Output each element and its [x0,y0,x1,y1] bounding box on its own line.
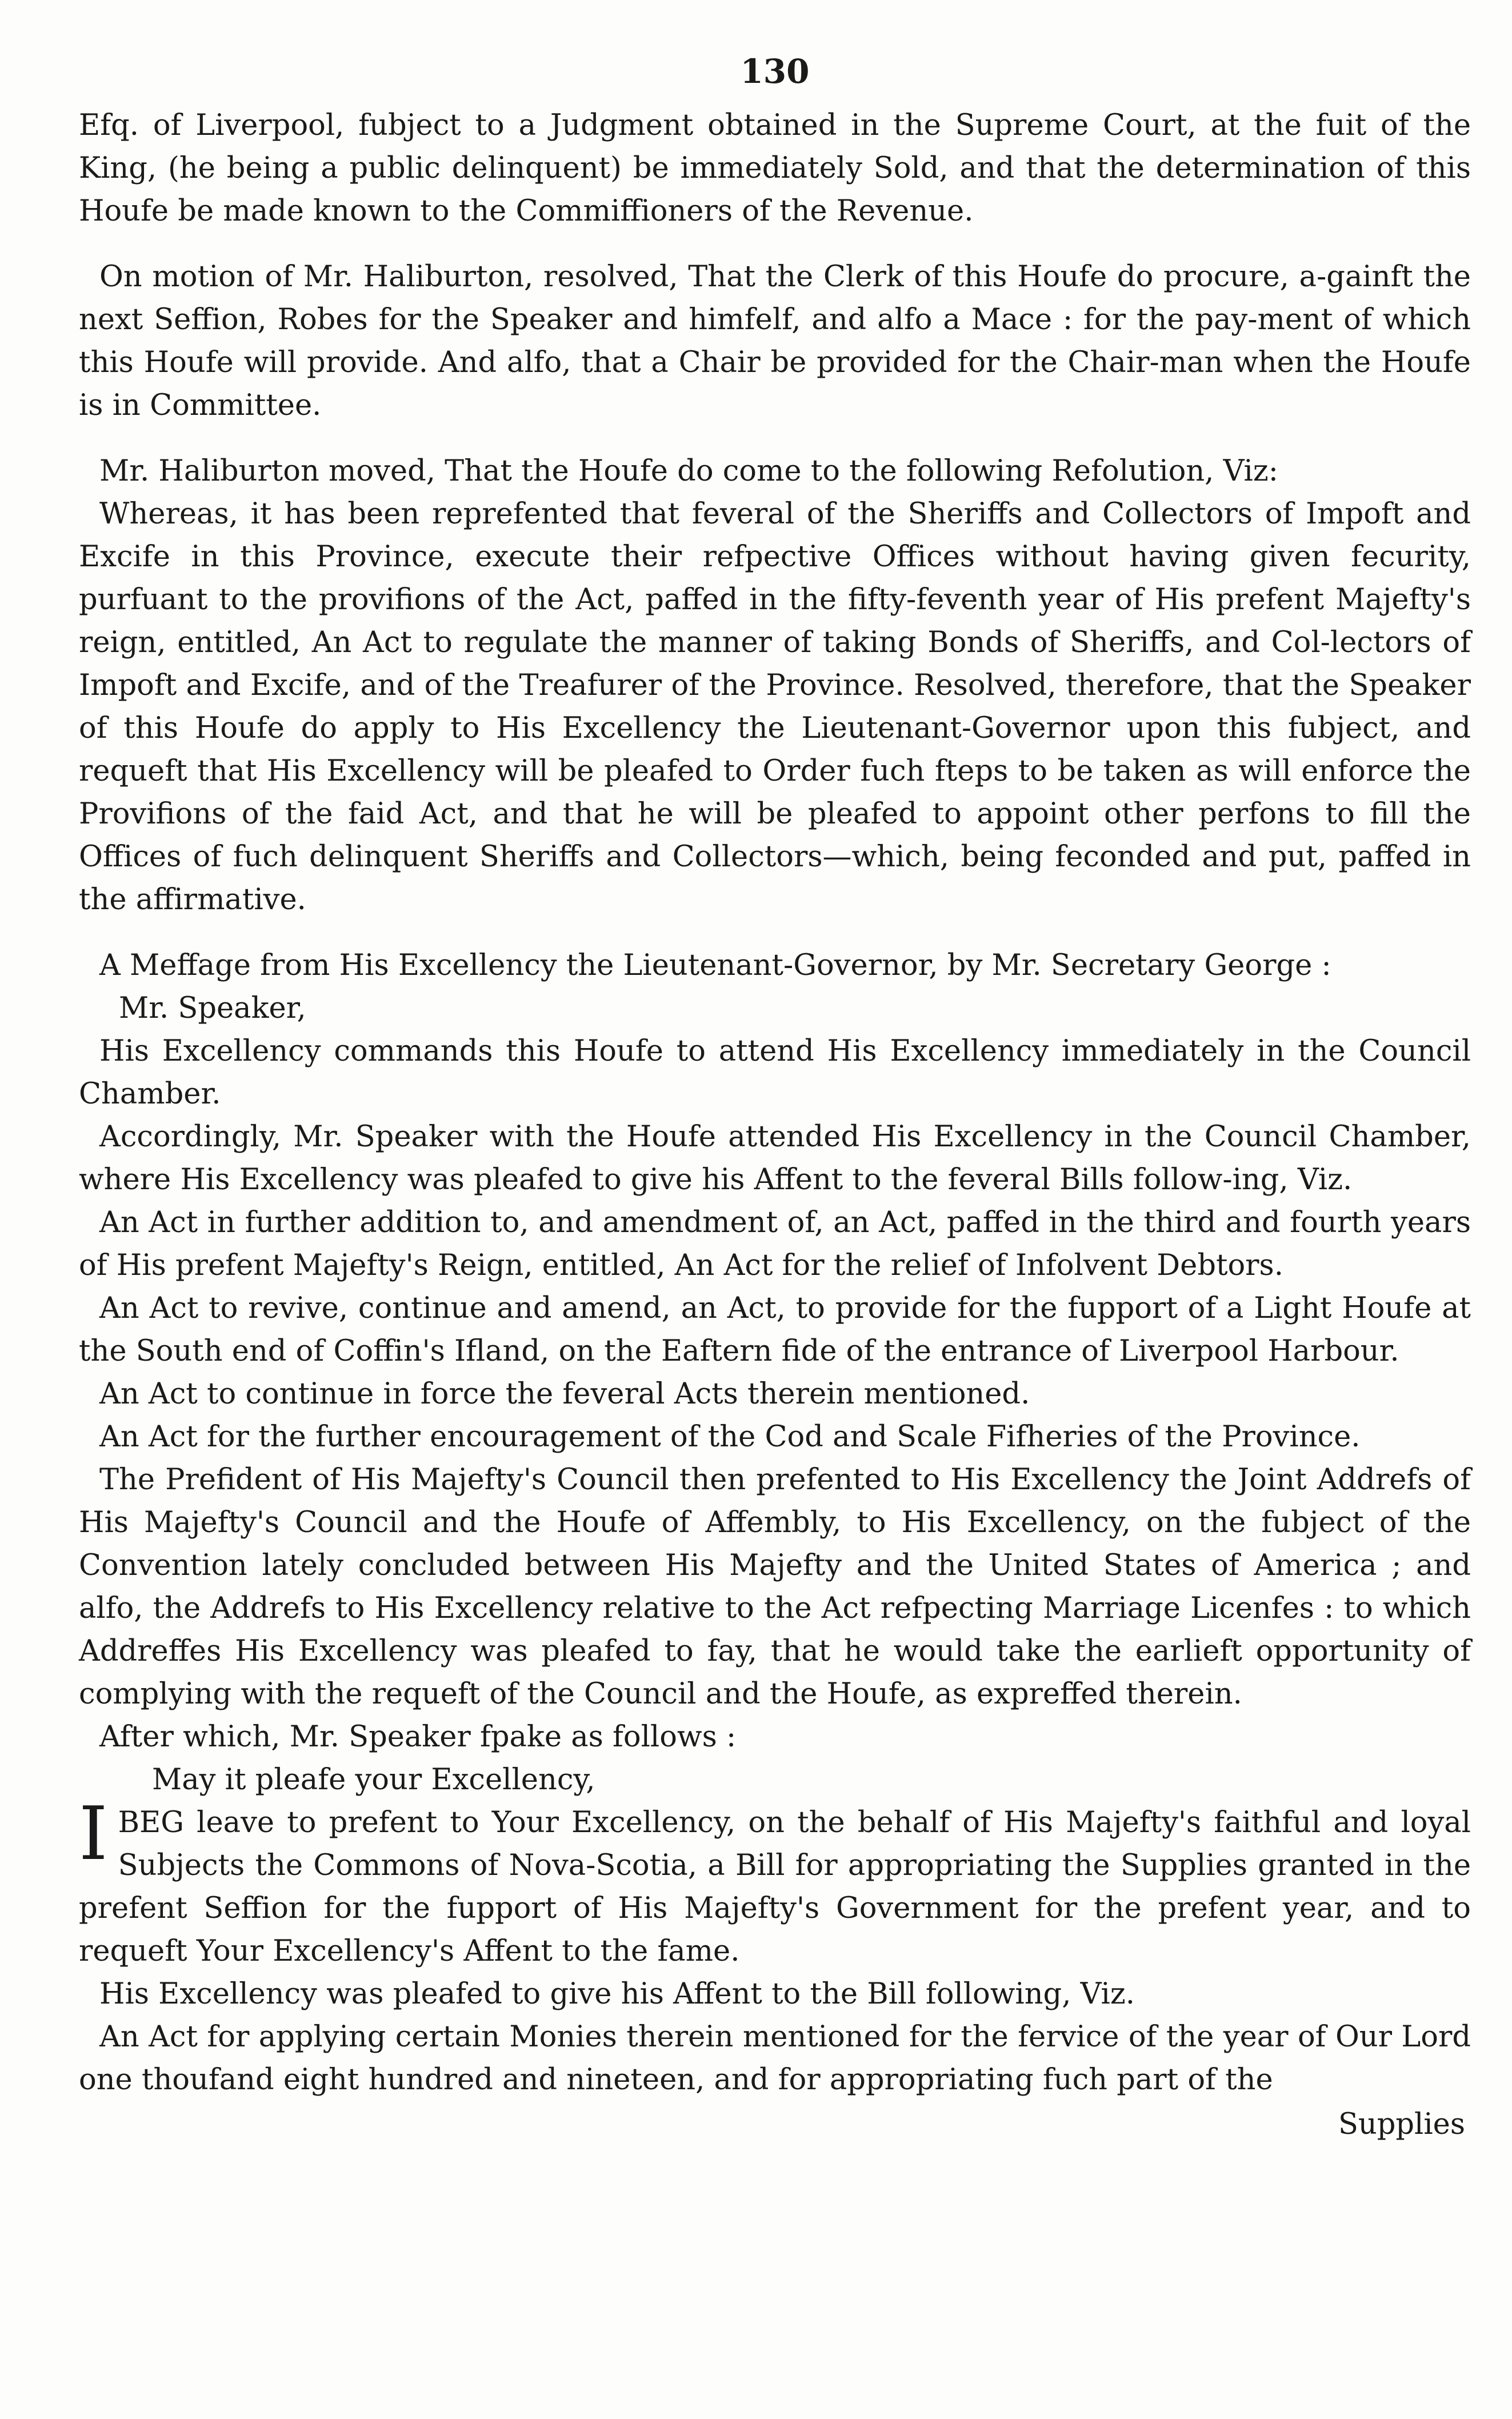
paragraph-after-which: After which, Mr. Speaker fpake as follows : [99,1720,737,1754]
paragraph-speech [79,1792,1471,1973]
paragraph-act-continue: An Act to continue in force the feveral Acts therein mentioned. [99,1377,1030,1411]
paragraph-continuation: Efq. of Liverpool, fubject to a Judgment obtained in the Supreme Court, at the fuit of the King, (he being a public delinquent) be immediately Sold, and that the determination of this Houfe be made known to the Commiffioners of the Revenue. [79,109,1471,228]
paragraph-act-fisheries: An Act for the further encouragement of the Cod and Scale Fifheries of the Province. [99,1420,1361,1454]
paragraph-whereas: Whereas, it has been reprefented that feveral of the Sheriffs and Collectors of Impoft and Excife in this Province, execute their refpective Offices without having given fecurity, purfuant to the provifions of the Act, paffed in the fifty-feventh year of His prefent Majefty's reign, entitled, An Act to regulate the manner of taking Bonds of Sheriffs, and Col-lectors of Impoft and Excife, and of the Treafurer of the Province. Resolved, therefore, that the Speaker of this Houfe do apply to His Excellency the Lieutenant-Governor upon this fubject, and requeft that His Excellency will be pleafed to Order fuch fteps to be taken as will enforce the Provifions of the faid Act, and that he will be pleafed to appoint other perfons to fill the Offices of fuch delinquent Sheriffs and Collectors—which, being feconded and put, paffed in the affirmative. [79,497,1471,917]
paragraph-salutation: Mr. Speaker, [119,991,306,1025]
paragraph-may-it-please: May it pleafe your Excellency, [152,1763,595,1797]
paragraph-act-insolvent: An Act in further addition to, and amendment of, an Act, paffed in the third and fourth years of His prefent Majefty's Reign, entitled, An Act for the relief of Infolvent Debtors. [79,1206,1471,1282]
speech-text: BEG leave to prefent to Your Excellency, on the behalf of His Majefty's faithful and loyal Subjects the Commons of Nova-Scotia, a Bill for appropriating the Supplies granted in the prefent Seffion for the fupport of His Majefty's Government for the prefent year, and to requeft Your Excellency's Affent to the fame. [79,1806,1471,1968]
paragraph-robes-motion: On motion of Mr. Haliburton, resolved, That the Clerk of this Houfe do procure, a-gainft the next Seffion, Robes for the Speaker and himfelf, and alfo a Mace : for the pay-ment of which this Houfe will provide. And alfo, that a Chair be provided for the Chair-man when the Houfe is in Committee. [79,260,1471,422]
paragraph-act-monies: An Act for applying certain Monies therein mentioned for the fervice of the year of Our Lord one thoufand eight hundred and nineteen, and for appropriating fuch part of the [79,2020,1471,2097]
paragraph-commands: His Excellency commands this Houfe to attend His Excellency immediately in the Council Chamber. [79,1034,1471,1111]
paragraph-assent: His Excellency was pleafed to give his Affent to the Bill following, Viz. [99,1977,1135,2011]
paragraph-resolution-motion: Mr. Haliburton moved, That the Houfe do come to the following Refolution, Viz: [99,454,1278,488]
drop-cap: I [79,1792,108,1877]
paragraph-act-lighthouse: An Act to revive, continue and amend, an Act, to provide for the fupport of a Light Houfe at the South end of Coffin's Ifland, on the Eaftern fide of the entrance of Liverpool Harbour. [79,1292,1471,1368]
page-number: 130 [740,52,810,91]
paragraph-accordingly: Accordingly, Mr. Speaker with the Houfe attended His Excellency in the Council Chamber, where His Excellency was pleafed to give his Affent to the feveral Bills follow-ing, Viz. [79,1120,1471,1197]
paragraph-message: A Meffage from His Excellency the Lieutenant-Governor, by Mr. Secretary George : [99,949,1331,982]
paragraph-president: The Prefident of His Majefty's Council then prefented to His Excellency the Joint Addrefs of His Majefty's Council and the Houfe of Affembly, to His Excellency, on the fubject of the Convention lately concluded between His Majefty and the United States of America ; and alfo, the Addrefs to His Excellency relative to the Act refpecting Marriage Licenfes : to which Addreffes His Excellency was pleafed to fay, that he would take the earlieft opportunity of complying with the requeft of the Council and the Houfe, as expreffed therein. [79,1463,1471,1711]
catchword: Supplies [1338,2108,1465,2141]
